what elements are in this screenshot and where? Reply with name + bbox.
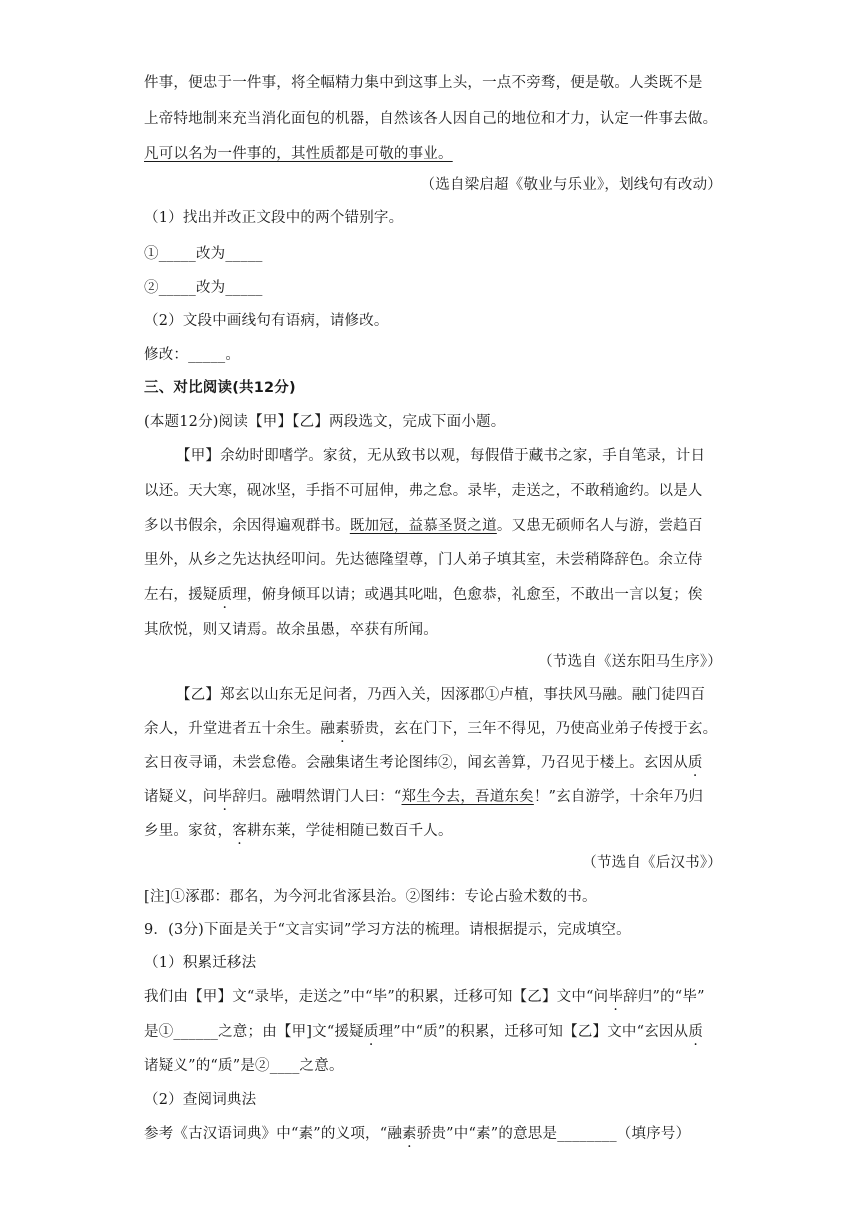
- question-8-part-1: （1）找出并改正文段中的两个错别字。: [144, 210, 404, 226]
- q9-text: 我们由【甲】文“录毕，走送之”中“毕”的积累，迁移可知【乙】文中“问毕辞归”的“毕”: [144, 989, 705, 1005]
- emphasis-dot-char: 素: [402, 1126, 417, 1142]
- jia-line: 以还。天大寒，砚冰坚，手指不可屈伸，弗之怠。录毕，走送之，不敢稍逾约。以是人: [144, 483, 703, 499]
- emphasis-dot-char: 质: [217, 587, 233, 603]
- question-8-part-2: （2）文段中画线句有语病，请修改。: [144, 313, 389, 329]
- jia-line: 左右，援疑质理，俯身倾耳以请；或遇其叱咄，色愈恭，礼愈至，不敢出一言以复；俟: [144, 587, 703, 603]
- jia-line: 多以书假余，余因得遍观群书。既加冠，益慕圣贤之道。又患无硕师名人与游，尝趋百: [144, 518, 703, 534]
- emphasis-dot-char: 质: [363, 1024, 379, 1040]
- passage-line: 件事，便忠于一件事，将全幅精力集中到这事上头，一点不旁骛，便是敬。人类既不是: [144, 75, 703, 91]
- emphasis-dot-char: 客: [232, 823, 247, 839]
- underlined-sentence: 凡可以名为一件事的，其性质都是可敬的事业。: [144, 146, 453, 162]
- answer-blank-2: ②_____改为_____: [144, 280, 263, 296]
- jia-line: 里外，从乡之先达执经叩问。先达德隆望尊，门人弟子填其室，未尝稍降辞色。余立侍: [144, 552, 703, 568]
- question-9-stem: 9．(3分)下面是关于“文言实词”学习方法的梳理。请根据提示，完成填空。: [144, 922, 631, 938]
- jia-line: 其欣悦，则又请焉。故余虽愚，卒获有所闻。: [144, 622, 438, 638]
- emphasis-dot-char: 质: [688, 1024, 704, 1040]
- underlined-phrase: 郑生今去，吾道东矣: [401, 789, 534, 805]
- jia-source: （节选自《送东阳马生序》）: [538, 654, 722, 670]
- yi-line: 余人，升堂进者五十余生。融素骄贵，玄在门下，三年不得见，乃使高业弟子传授于玄。: [144, 721, 718, 737]
- yi-line: 玄日夜寻诵，未尝怠倦。会融集诸生考论图纬②，闻玄善算，乃召见于楼上。玄因从质: [144, 755, 703, 771]
- yi-line: 【乙】郑玄以山东无足问者，乃西入关，因涿郡①卢植，事扶风马融。融门徒四百: [176, 687, 706, 703]
- section-heading: 三、对比阅读(共12分): [144, 380, 296, 396]
- passage-line: 上帝特地制来充当消化面包的机器，自然该各人因自己的地位和才力，认定一件事去做。: [144, 111, 718, 127]
- yi-source: （节选自《后汉书》）: [582, 855, 722, 871]
- method-1-title: （1）积累迁移法: [144, 955, 257, 971]
- passage-source: （选自梁启超《敬业与乐业》，划线句有改动）: [420, 177, 722, 193]
- emphasis-dot-char: 毕: [608, 989, 624, 1005]
- answer-fix: 修改：_____。: [144, 347, 241, 363]
- emphasis-dot-char: 素: [335, 721, 350, 737]
- answer-blank-1: ①_____改为_____: [144, 246, 263, 262]
- section-intro: (本题12分)阅读【甲】【乙】两段选文，完成下面小题。: [144, 414, 506, 430]
- jia-line: 【甲】余幼时即嗜学。家贫，无从致书以观，每假借于藏书之家，手自笔录，计日: [176, 448, 706, 464]
- yi-line: 诸疑义，问毕辞归。融喟然谓门人曰：“郑生今去，吾道东矣！”玄自游学，十余年乃归: [144, 789, 704, 805]
- emphasis-dot-char: 毕: [217, 789, 233, 805]
- yi-line: 乡里。家贫，客耕东莱，学徒相随已数百千人。: [144, 823, 453, 839]
- method-2-title: （2）查阅词典法: [144, 1092, 257, 1108]
- passage-line: [144, 144, 724, 164]
- underlined-phrase: 既加冠，益慕圣贤之道: [349, 518, 497, 534]
- emphasis-dot-char: 质: [687, 755, 703, 771]
- q9-text: 是①______之意；由【甲]文“援疑质理”中“质”的积累，迁移可知【乙】文中“玄因从质: [144, 1024, 704, 1040]
- q9-text: 参考《古汉语词典》中“素”的义项，“融素骄贵”中“素”的意思是________（填序号）: [144, 1126, 691, 1142]
- footnote: [注]①涿郡：郡名，为今河北省涿县治。②图纬：专论占验术数的书。: [144, 889, 597, 905]
- q9-text: 诸疑义”的“质”是②____之意。: [144, 1058, 344, 1074]
